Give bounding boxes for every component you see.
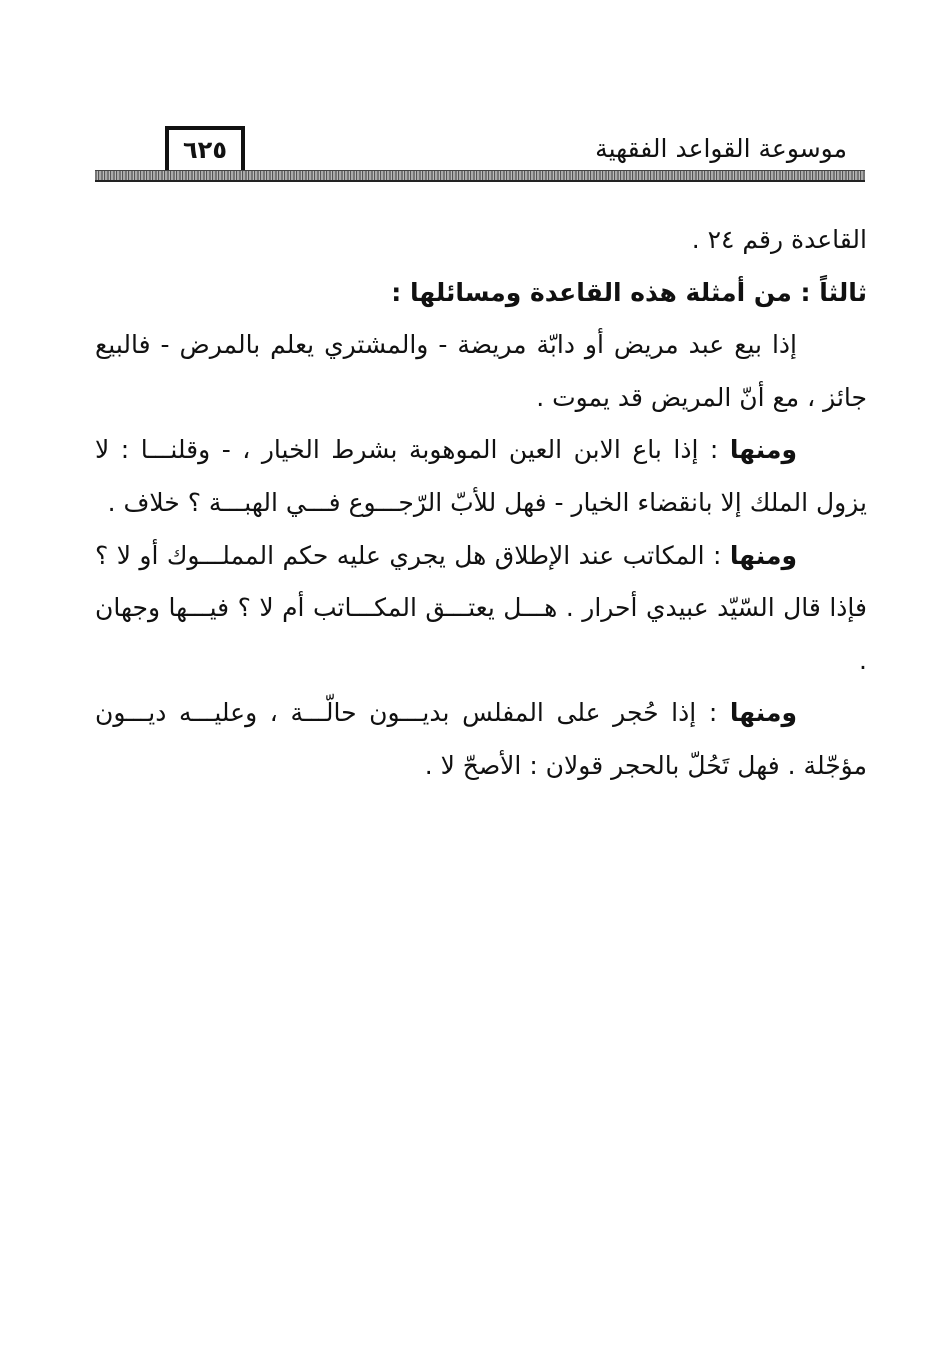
paragraph-example-2: [95, 424, 867, 529]
page-number: ٦٢٥: [183, 136, 227, 164]
paragraph-text: : إذا باع الابن العين الموهوبة بشرط الخيار ، - وقلنـــا : لا يزول الملك إلا بانقضاء الخيار - فهل للأبّ الرّجـــوع فـــي الهبـــة ؟ خلاف .: [95, 435, 867, 517]
paragraph-example-4: [95, 687, 867, 792]
section-heading: ثالثاً : من أمثلة هذه القاعدة ومسائلها :: [391, 277, 867, 307]
lead-word: ومنها: [729, 540, 797, 570]
page-number-box: [165, 126, 245, 170]
running-title: موسوعة القواعد الفقهية: [595, 134, 847, 163]
page-header: [95, 120, 865, 182]
paragraph-rule-reference: القاعدة رقم ٢٤ .: [691, 225, 867, 254]
header-rule: [95, 170, 865, 182]
lead-word: ومنها: [729, 435, 797, 465]
lead-word: ومنها: [729, 698, 797, 728]
paragraph-text: : المكاتب عند الإطلاق هل يجري عليه حكم المملـــوك أو لا ؟ فإذا قال السّيّد عبيدي أحرار . هـــل يعتـــق المكـــاتب أم لا ؟ فيـــها وجهان .: [95, 540, 867, 675]
page-body: [95, 214, 867, 793]
paragraph-example-3: [95, 530, 867, 688]
paragraph-text: : إذا حُجر على المفلس بديـــون حالّـــة ، وعليـــه ديـــون مؤجّلة . فهل تَحُلّ بالحجر قولان : الأصحّ لا .: [95, 698, 867, 780]
paragraph-example-1: إذا بيع عبد مريض أو دابّة مريضة - والمشتري يعلم بالمرض - فالبيع جائز ، مع أنّ المريض قد يموت .: [95, 330, 867, 412]
